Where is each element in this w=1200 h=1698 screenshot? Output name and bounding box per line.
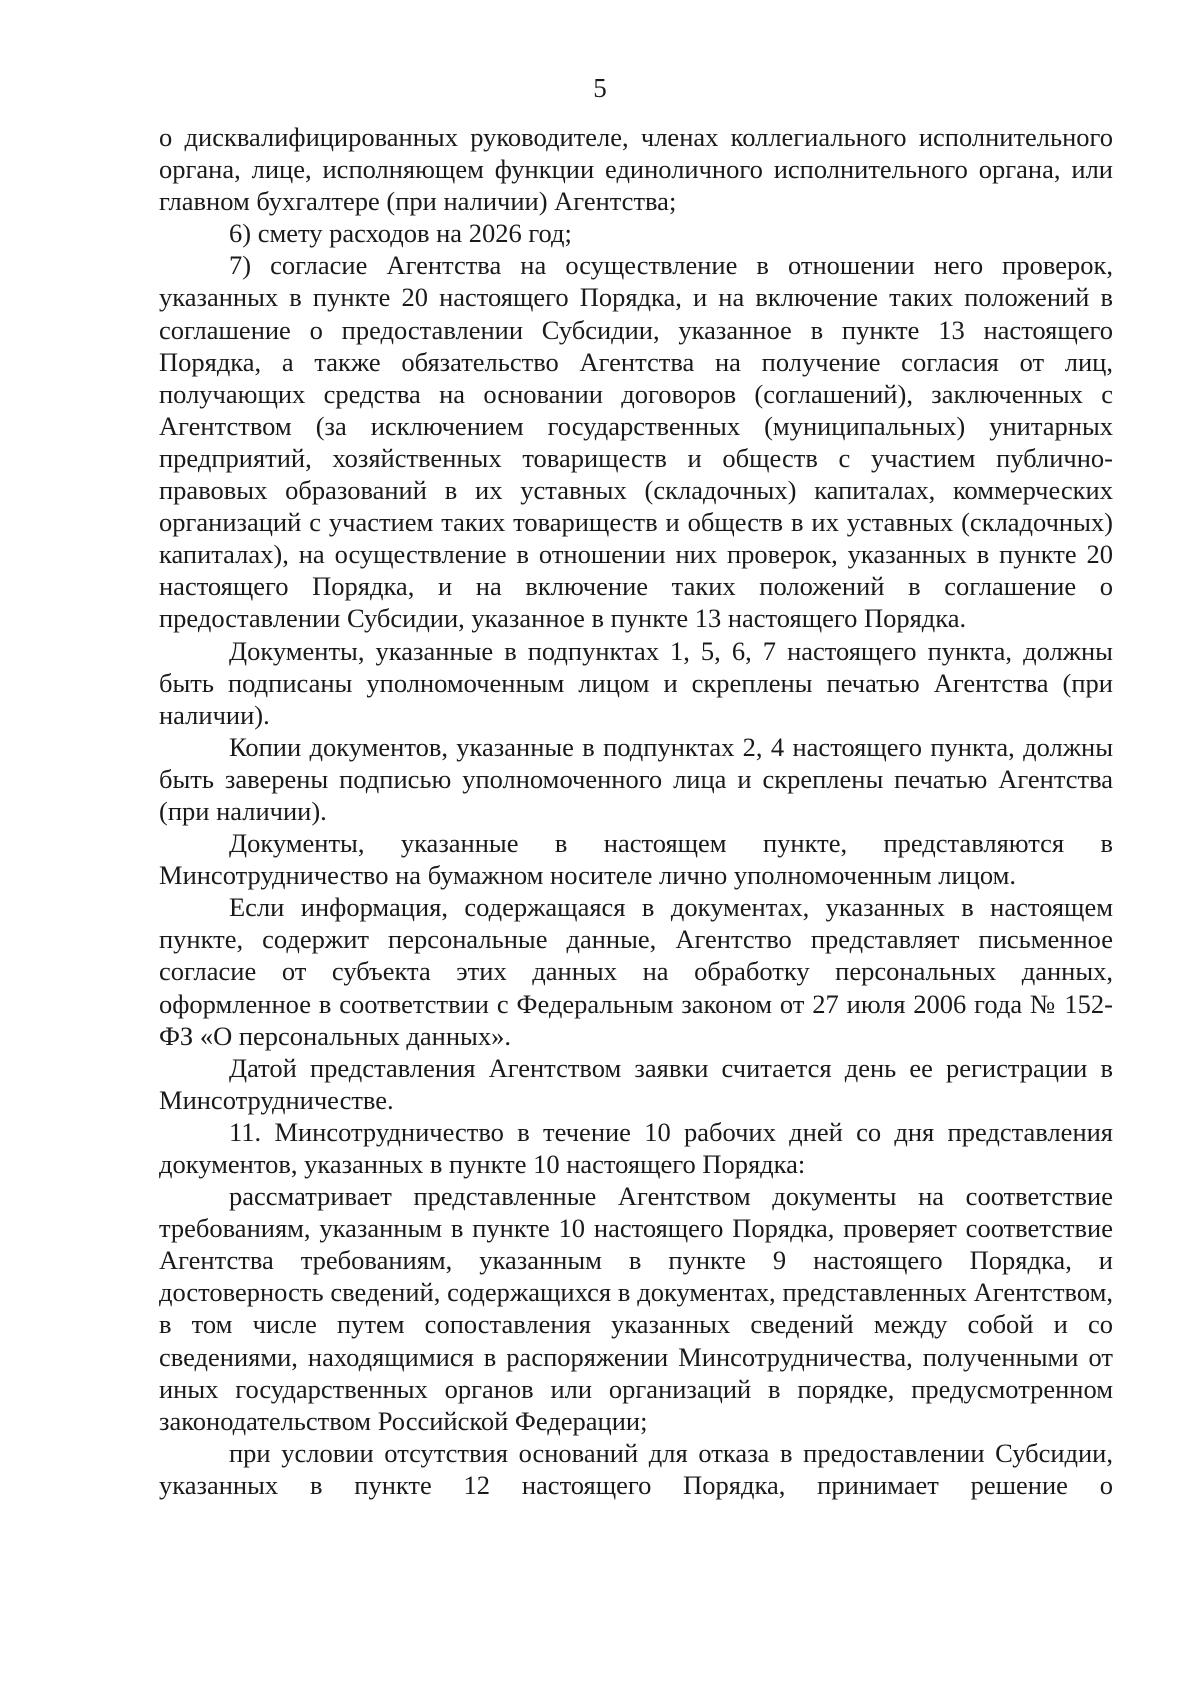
- paragraph-section-11: 11. Минсотрудничество в течение 10 рабочих дней со дня представления документов, указанных в пункте 10 настоящего Порядка:: [159, 1116, 1113, 1179]
- document-body: [159, 121, 1113, 1501]
- paragraph-submission-date: Датой представления Агентством заявки считается день ее регистрации в Минсотрудничестве.: [159, 1052, 1113, 1115]
- paragraph-signature-requirement: Документы, указанные в подпунктах 1, 5, 6, 7 настоящего пункта, должны быть подписаны уполномоченным лицом и скреплены печатью Агентства (при наличии).: [159, 635, 1113, 730]
- paragraph-review: рассматривает представленные Агентством документы на соответствие требованиям, указанным в пункте 10 настоящего Порядка, проверяет соответствие Агентства требованиям, указанным в пункте 9 настоящего Порядка, и достоверность сведений, содержащихся в документах, представленных Агентством, в том числе путем сопоставления указанных сведений между собой и со сведениями, находящимися в распоряжении Минсотрудничества, полученными от иных государственных органов или организаций в порядке, предусмотренном законодательством Российской Федерации;: [159, 1181, 1113, 1436]
- paragraph-submission: Документы, указанные в настоящем пункте, представляются в Минсотрудничество на бумажном носителе лично уполномоченным лицом.: [159, 828, 1113, 891]
- paragraph-continuation: о дисквалифицированных руководителе, членах коллегиального исполнительного органа, лице, исполняющем функции единоличного исполнительного органа, или главном бухгалтере (при наличии) Агентства;: [159, 122, 1113, 217]
- paragraph-item-6: 6) смету расходов на 2026 год;: [229, 218, 572, 249]
- paragraph-decision: при условии отсутствия оснований для отказа в предоставлении Субсидии, указанных в пункте 12 настоящего Порядка, принимает решение о: [159, 1437, 1113, 1500]
- page-number: 5: [593, 73, 607, 103]
- paragraph-personal-data: Если информация, содержащаяся в документах, указанных в настоящем пункте, содержит персональные данные, Агентство представляет письменное согласие от субъекта этих данных на обработку персональных данных, оформленное в соответствии с Федеральным законом от 27 июля 2006 года № 152-ФЗ «О персональных данных».: [159, 892, 1113, 1051]
- paragraph-copies-requirement: Копии документов, указанные в подпунктах 2, 4 настоящего пункта, должны быть заверены подписью уполномоченного лица и скреплены печатью Агентства (при наличии).: [159, 731, 1113, 826]
- paragraph-item-7: 7) согласие Агентства на осуществление в отношении него проверок, указанных в пункте 20 настоящего Порядка, и на включение таких положений в соглашение о предоставлении Субсидии, указанное в пункте 13 настоящего Порядка, а также обязательство Агентства на получение согласия от лиц, получающих средства на основании договоров (соглашений), заключенных с Агентством (за исключением государственных (муниципальных) унитарных предприятий, хозяйственных товариществ и обществ с участием публично-правовых образований в их уставных (складочных) капиталах, коммерческих организаций с участием таких товариществ и обществ в их уставных (складочных) капиталах), на осуществление в отношении них проверок, указанных в пункте 20 настоящего Порядка, и на включение таких положений в соглашение о предоставлении Субсидии, указанное в пункте 13 настоящего Порядка.: [159, 250, 1113, 634]
